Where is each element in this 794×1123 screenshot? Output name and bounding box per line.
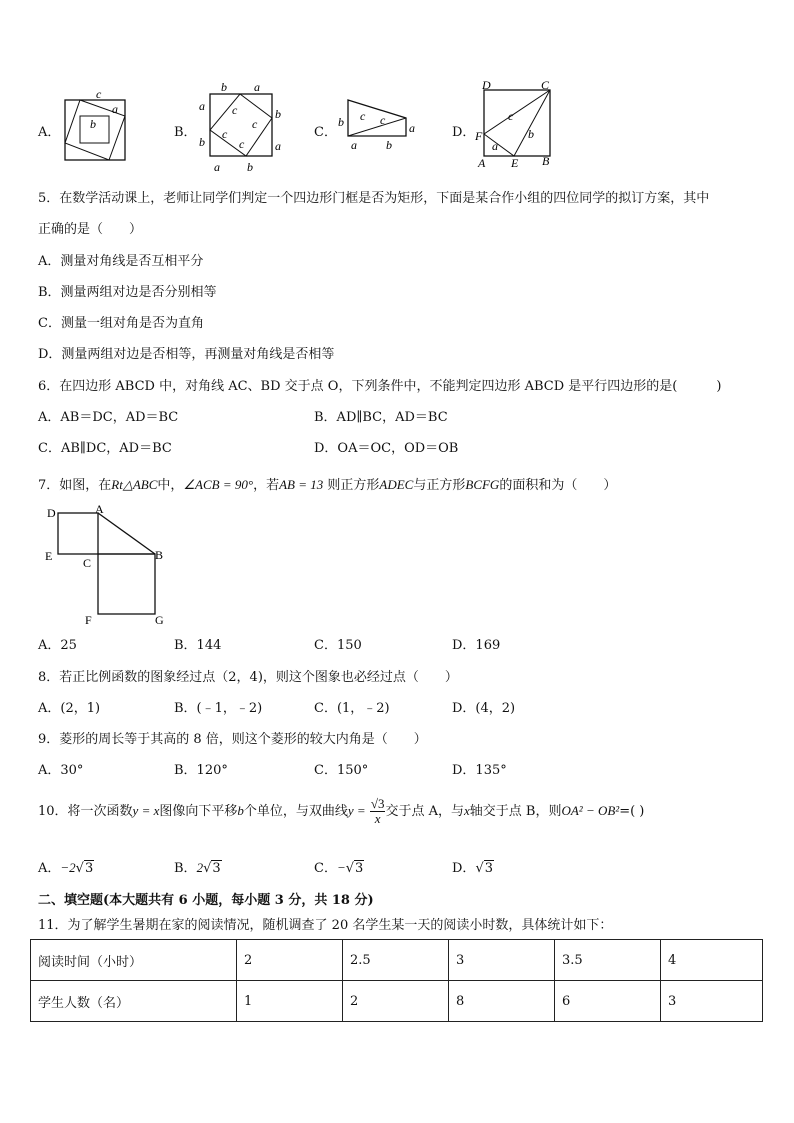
q9-option-c: C．150° xyxy=(314,763,369,778)
q4d-label-b: b xyxy=(528,127,534,141)
q10-hyperbola-y: y = xyxy=(347,803,366,818)
q7-label-E: E xyxy=(45,549,53,563)
q4d-label-B: B xyxy=(542,154,550,168)
q7-option-c: C．150 xyxy=(314,638,362,653)
q10-text-post: =( ) xyxy=(619,804,645,819)
q4b-right-a: a xyxy=(275,139,281,153)
q10-option-b-coef: 2 xyxy=(196,860,204,875)
q4d-label-D: D xyxy=(482,78,491,92)
q4b-top-b: b xyxy=(221,80,227,94)
q4c-c1: c xyxy=(360,109,366,123)
q9-option-d: D．135° xyxy=(452,763,507,778)
q7-square-2: BCFG xyxy=(465,477,500,492)
q4c-right-a: a xyxy=(409,121,415,135)
q7-figure xyxy=(40,500,180,630)
q5-option-d: D．测量两组对边是否相等，再测量对角线是否相等 xyxy=(38,347,335,362)
q6-option-d: D．OA＝OC，OD＝OB xyxy=(314,441,459,456)
q10-option-a-coef: −2 xyxy=(60,860,76,875)
q7-label-G: G xyxy=(155,613,164,627)
q7-option-a: A．25 xyxy=(38,638,77,653)
q10-text-pre: 10．将一次函数 xyxy=(38,804,133,819)
q10-hyperbola-fraction xyxy=(370,797,386,826)
table-cell: 阅读时间（小时） xyxy=(31,940,237,981)
table-cell: 2.5 xyxy=(343,940,449,981)
table-cell: 4 xyxy=(661,940,763,981)
q10-option-c xyxy=(314,857,364,876)
q7-label-B: B xyxy=(155,548,164,562)
table-cell: 2 xyxy=(343,981,449,1022)
q8-stem: 8．若正比例函数的图象经过点（2，4)，则这个图象也必经过点（ ） xyxy=(38,670,458,685)
q9-option-b: B．120° xyxy=(174,763,228,778)
q9-option-a: A．30° xyxy=(38,763,84,778)
q7-angle: ∠ACB = 90° xyxy=(183,477,254,492)
q6-option-c: C．AB∥DC，AD＝BC xyxy=(38,441,172,456)
q4d-label-A: A xyxy=(478,156,486,170)
q4b-right-b: b xyxy=(275,107,281,121)
q4b-left-b: b xyxy=(199,135,205,149)
q6-option-b: B．AD∥BC，AD＝BC xyxy=(314,410,448,425)
q10-option-d xyxy=(452,857,494,876)
q4-figure-c xyxy=(334,96,420,156)
q10-option-a-prefix: A． xyxy=(38,861,61,876)
q10-option-c-radicand: 3 xyxy=(355,861,364,876)
q10-linear-func: y = x xyxy=(132,803,160,818)
q7-ab-value: AB = 13 xyxy=(279,477,324,492)
q4b-c1: c xyxy=(232,103,238,117)
q7-text-mid4: 与正方形 xyxy=(413,478,466,493)
q4c-bottom-a: a xyxy=(351,138,357,152)
q10-text-mid3: 交于点 A，与 xyxy=(385,804,464,819)
q10-option-d-radicand: 3 xyxy=(484,861,494,876)
q4c-bottom-b: b xyxy=(386,138,392,152)
sqrt-icon: √ xyxy=(345,861,355,876)
q7-text-post: 的面积和为（ ） xyxy=(499,478,617,493)
table-row xyxy=(31,940,763,981)
q6-stem: 6．在四边形 ABCD 中，对角线 AC、BD 交于点 O，下列条件中，不能判定四边形 ABCD 是平行四边形的是( ) xyxy=(38,379,722,394)
table-cell: 3 xyxy=(661,981,763,1022)
q8-option-d: D．(4，2) xyxy=(452,701,516,716)
table-cell: 1 xyxy=(237,981,343,1022)
q7-option-d: D．169 xyxy=(452,638,501,653)
q10-stem xyxy=(38,797,644,826)
q4b-bottom-a: a xyxy=(214,160,220,174)
q4b-bottom-b: b xyxy=(247,160,253,174)
q4b-c3: c xyxy=(222,127,228,141)
q5-stem-line1: 5．在数学活动课上，老师让同学们判定一个四边形门框是否为矩形，下面是某合作小组的四位同学的拟订方案，其中 xyxy=(38,191,710,206)
q7-label-C: C xyxy=(83,556,92,570)
table-row xyxy=(31,981,763,1022)
q4d-label-E: E xyxy=(511,156,519,170)
q4d-label-C: C xyxy=(541,78,550,92)
q11-stem: 11．为了解学生暑期在家的阅读情况，随机调查了 20 名学生某一天的阅读小时数，具体统计如下： xyxy=(38,918,613,933)
section-2-heading: 二、填空题(本大题共有 6 小题，每小题 3 分，共 18 分) xyxy=(38,893,374,908)
q8-option-c: C．(1，﹣2) xyxy=(314,701,390,716)
q4-figure-a xyxy=(58,86,130,164)
table-cell: 3 xyxy=(449,940,555,981)
q4a-label-a: a xyxy=(112,102,118,116)
table-cell: 学生人数（名） xyxy=(31,981,237,1022)
q7-label-D: D xyxy=(47,506,56,520)
q10-x-axis: x xyxy=(464,803,470,818)
q10-text-mid1: 图像向下平移 xyxy=(159,804,238,819)
table-cell: 3.5 xyxy=(555,940,661,981)
q5-option-b: B．测量两组对边是否分别相等 xyxy=(38,285,217,300)
q4c-c2: c xyxy=(380,113,386,127)
q10-option-d-prefix: D． xyxy=(452,861,476,876)
q7-label-A: A xyxy=(95,502,104,516)
table-cell: 6 xyxy=(555,981,661,1022)
q7-rt-triangle: Rt△ABC xyxy=(111,477,158,492)
q4b-c4: c xyxy=(239,137,245,151)
q4a-label-b: b xyxy=(90,117,96,131)
q4b-c2: c xyxy=(252,117,258,131)
q10-text-mid2: 个单位，与双曲线 xyxy=(243,804,348,819)
q4b-top-a: a xyxy=(254,80,260,94)
q6-option-a: A．AB＝DC，AD＝BC xyxy=(38,410,179,425)
q7-text-mid3: 则正方形 xyxy=(323,478,380,493)
q7-stem xyxy=(38,474,616,493)
q10-option-a-radicand: 3 xyxy=(84,861,94,876)
sqrt-icon: √ xyxy=(203,861,212,876)
q4a-label-c: c xyxy=(96,87,102,101)
q4d-label-F: F xyxy=(475,129,483,143)
q4c-left-b: b xyxy=(338,115,344,129)
q4-figure-b xyxy=(196,80,284,174)
q10-text-mid4: 轴交于点 B，则 xyxy=(469,804,562,819)
q4-option-a-label: A． xyxy=(38,125,61,140)
q7-label-F: F xyxy=(85,613,92,627)
q7-text-mid1: 中， xyxy=(157,478,184,493)
q7-option-b: B．144 xyxy=(174,638,222,653)
q10-shift-b: b xyxy=(237,803,244,818)
q10-fraction-numerator: √3 xyxy=(370,796,385,811)
q8-option-a: A．(2，1) xyxy=(38,701,101,716)
q4b-left-a: a xyxy=(199,99,205,113)
q8-option-b: B．(﹣1，﹣2) xyxy=(174,701,263,716)
q10-option-c-prefix: C． xyxy=(314,861,337,876)
q4d-label-a: a xyxy=(492,139,498,153)
q10-option-b xyxy=(174,857,222,876)
q7-text-pre: 7．如图，在 xyxy=(38,478,112,493)
q7-square-1: ADEC xyxy=(379,477,414,492)
q11-statistics-table xyxy=(30,939,763,1022)
table-cell: 8 xyxy=(449,981,555,1022)
sqrt-icon: √ xyxy=(75,861,84,876)
sqrt-icon: √ xyxy=(475,861,484,876)
q4d-label-c: c xyxy=(508,109,514,123)
q10-option-b-radicand: 3 xyxy=(212,861,221,876)
q7-text-mid2: ，若 xyxy=(253,478,280,493)
q10-option-c-coef: − xyxy=(336,860,346,875)
q10-fraction-denominator: x xyxy=(374,811,381,826)
q5-option-a: A．测量对角线是否互相平分 xyxy=(38,254,204,269)
q4-option-c-label: C． xyxy=(314,125,337,140)
q4-option-d-label: D． xyxy=(452,125,476,140)
table-cell: 2 xyxy=(237,940,343,981)
q10-option-b-prefix: B． xyxy=(174,861,197,876)
q10-option-a xyxy=(38,857,94,876)
q4-figure-d xyxy=(470,78,560,174)
q5-option-c: C．测量一组对角是否为直角 xyxy=(38,316,204,331)
q5-stem-line2: 正确的是（ ） xyxy=(38,222,143,237)
q9-stem: 9．菱形的周长等于其高的 8 倍，则这个菱形的较大内角是（ ） xyxy=(38,732,427,747)
q4-option-b-label: B． xyxy=(174,125,197,140)
q10-expression: OA² − OB² xyxy=(561,803,620,818)
